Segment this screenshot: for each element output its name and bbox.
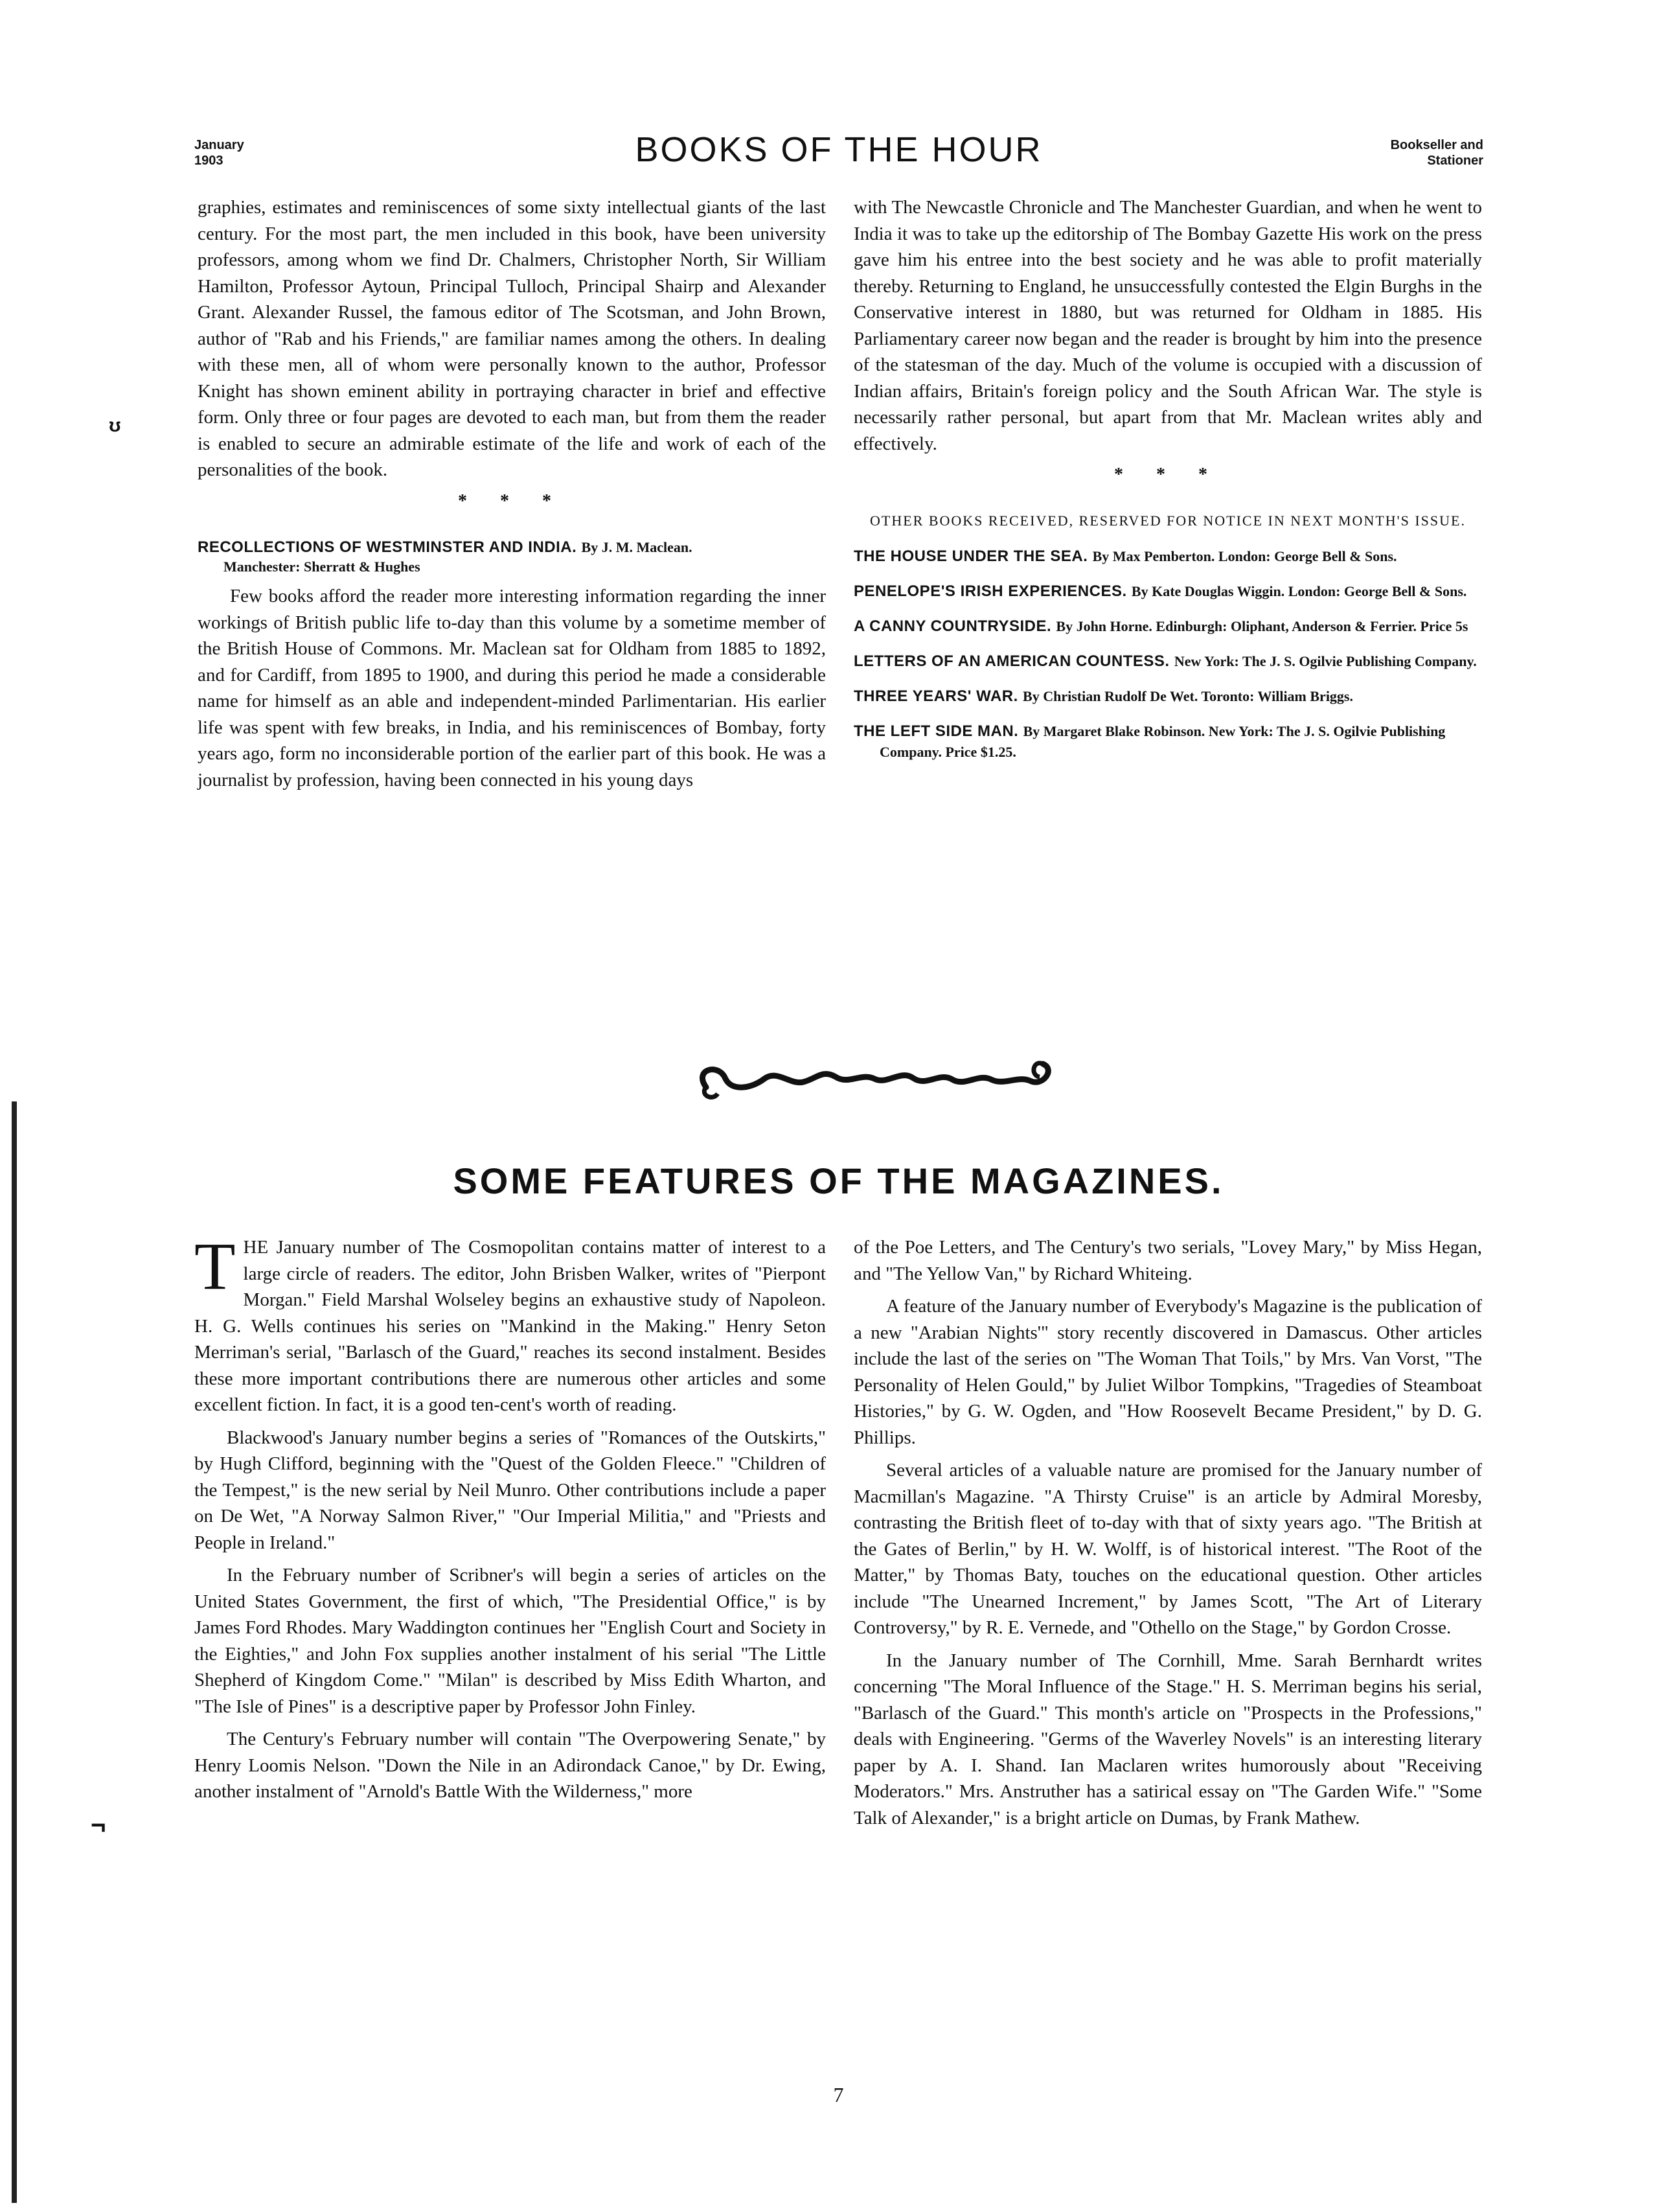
list-item	[854, 720, 1482, 762]
publication-line-1: Bookseller and	[1390, 138, 1483, 152]
cosmopolitan-paragraph	[194, 1229, 826, 1418]
books-received-list	[854, 546, 1482, 762]
blackwoods-paragraph: Blackwood's January number begins a series of "Romances of the Outskirts," by Hugh Clifford, beginning with the "Quest of the Golden Fleece." "Children of the Tempest," is the new serial by Neil Munro. Other contributions include a paper on De Wet, "A Norway Salmon River," "Our Imperial Militia," and "Priests and People in Ireland."	[194, 1427, 826, 1553]
review-author: By J. M. Maclean.	[581, 539, 692, 555]
section-divider-stars: * * *	[458, 490, 565, 511]
book-meta: By John Horne. Edinburgh: Oliphant, Anderson & Ferrier. Price 5s	[1056, 617, 1468, 634]
book-title: A CANNY COUNTRYSIDE.	[854, 617, 1052, 635]
cornhill-paragraph: In the January number of The Cornhill, Mme. Sarah Bernhardt writes concerning "The Moral Influence of the Stage." H. S. Merriman begins his serial, "Barlasch of the Guard." This month's article on "Prospects in the Professions," deals with Engineering. "Germs of the Waverley Novels" is an interesting literary paper by A. I. Shand. Ian Maclaren writes humorously about "Receiving Moderators." Mrs. Anstruther has a satirical essay on "The Garden Wife." "Some Talk of Alexander," is a bright article on Dumas, by Frank Mathew.	[854, 1650, 1482, 1828]
list-item	[854, 581, 1482, 601]
book-title: PENELOPE'S IRISH EXPERIENCES.	[854, 582, 1127, 600]
knight-review-continued: graphies, estimates and reminiscences of some sixty intellectual giants of the last century. For the most part, the men included in this book, have been university professors, among whom we find Dr. Chalmers, Christopher North, Sir William Hamilton, Professor Aytoun, Principal Tulloch, Principal Shairp and Alexander Grant. Alexander Russel, the famous editor of The Scotsman, and John Brown, author of "Rab and his Friends," are familiar names among the others. In dealing with these men, all of whom were personally known to the author, Professor Knight has shown eminent ability in portraying character in brief and effective form. Only three or four pages are devoted to each man, but from them the reader is enabled to secure an admirable estimate of the life and work of each of the personalities of the book.	[198, 197, 826, 480]
books-received-heading: OTHER BOOKS RECEIVED, RESERVED FOR NOTICE IN NEXT MONTH'S ISSUE.	[870, 512, 1466, 529]
section-title: SOME FEATURES OF THE MAGAZINES.	[453, 1160, 1224, 1201]
macmillans-paragraph: Several articles of a valuable nature are promised for the January number of Macmillan's Magazine. "A Thirsty Cruise" is an article by Admiral Moresby, contrasting the British fleet of to-day with that of sixty years ago. "The British at the Gates of Berlin," by H. W. Wolff, is of historical interest. "The Root of the Matter," by Thomas Baty, touches on the educational question. Other articles include "The Unearned Increment," by James Scott, "The Art of Literary Controversy," by R. E. Vernede, and "Othello on the Stage," by Gordon Crosse.	[854, 1460, 1482, 1638]
issue-year: 1903	[194, 154, 223, 168]
margin-arrow-icon: ¬	[91, 1811, 106, 1839]
publication-line-2: Stationer	[1427, 154, 1483, 168]
review-heading	[198, 536, 826, 577]
maclean-review-body: Few books afford the reader more interesting information regarding the inner workings of British public life to-day than this volume by a sometime member of the British House of Commons. Mr. Maclean sat for Oldham from 1885 to 1892, and for Cardiff, from 1895 to 1900, and during this period he made a considerable name for himself as an able and independent-minded Parlimentarian. His earlier life was spent with few breaks, in India, and his reminiscences of Bombay, forty years ago, form no inconsiderable portion of the earlier part of this book. He was a journalist by profession, having been connected in his young days	[198, 586, 826, 790]
bottom-right-column	[854, 1234, 1482, 1831]
page-number: 7	[833, 2083, 844, 2106]
scribners-paragraph: In the February number of Scribner's will begin a series of articles on the United States Government, the first of which, "The Presidential Office," is by James Ford Rhodes. Mary Waddington continues her "English Court and Society in the Eighties," and John Fox supplies another instalment of his serial "The Little Shepherd of Kingdom Come." "Milan" is described by Miss Edith Wharton, and "The Isle of Pines" is a descriptive paper by Professor John Finley.	[194, 1565, 826, 1717]
review-book-title: RECOLLECTIONS OF WESTMINSTER AND INDIA.	[198, 538, 577, 556]
maclean-review-continued: with The Newcastle Chronicle and The Manchester Guardian, and when he went to India it was to take up the editorship of The Bombay Gazette His work on the press gave him his entree into the best society and he was able to profit materially thereby. Returning to England, he unsuccessfully contested the Elgin Burghs in the Conservative interest in 1880, but was returned for Oldham in 1885. His Parliamentary career now began and the reader is brought by him into the presence of the statesman of the day. Much of the volume is occupied with a discussion of Indian affairs, Britain's foreign policy and the South African War. The style is necessarily rather personal, but apart from that Mr. Maclean writes ably and effectively.	[854, 197, 1482, 454]
list-item	[854, 546, 1482, 566]
century-paragraph: The Century's February number will contain "The Overpowering Senate," by Henry Loomis Nelson. "Down the Nile in an Adirondack Canoe," by Dr. Ewing, another instalment of "Arnold's Battle With the Wilderness," more	[194, 1729, 826, 1802]
list-item	[854, 616, 1482, 636]
book-meta: By Kate Douglas Wiggin. London: George Bell & Sons.	[1131, 582, 1467, 599]
publication-name	[1391, 137, 1483, 168]
everybodys-paragraph: A feature of the January number of Everybody's Magazine is the publication of a new "Arabian Nights'" story recently discovered in Damascus. Other articles include the last of the series on "The Woman That Toils," by Mrs. Van Vorst, "The Personality of Helen Gould," by Juliet Wilbor Tompkins, "Tragedies of Steamboat Histories," by G. W. Ogden, and "How Roosevelt Became President," by D. G. Phillips.	[854, 1296, 1482, 1448]
drop-cap: T	[194, 1229, 236, 1304]
running-title: BOOKS OF THE HOUR	[635, 130, 1043, 169]
top-right-column	[854, 194, 1482, 776]
book-meta: By Margaret Blake Robinson. New York: The J. S. Ogilvie Publishing Company. Price $1.25.	[880, 722, 1446, 760]
bottom-left-column	[194, 1229, 826, 1805]
list-item	[854, 651, 1482, 671]
section-divider-stars-right: * * *	[1114, 465, 1222, 485]
cosmopolitan-text: HE January number of The Cosmopolitan contains matter of interest to a large circle of readers. The editor, John Brisben Walker, writes of "Pierpont Morgan." Field Marshal Wolseley begins an exhaustive study of Napoleon. H. G. Wells continues his series on "Mankind in the Making." Henry Seton Merriman's serial, "Barlasch of the Guard," reaches its second instalment. Besides these more important contributions there are numerous other articles and some excellent fiction. In fact, it is a good ten-cent's worth of reading.	[194, 1237, 826, 1415]
scan-edge-line	[12, 1101, 17, 2203]
book-title: THE LEFT SIDE MAN.	[854, 722, 1019, 740]
page-header	[188, 123, 1490, 175]
book-title: THE HOUSE UNDER THE SEA.	[854, 547, 1088, 565]
book-meta: New York: The J. S. Ogilvie Publishing Company.	[1174, 652, 1477, 669]
book-title: LETTERS OF AN AMERICAN COUNTESS.	[854, 652, 1170, 670]
issue-month: January	[194, 138, 244, 152]
margin-mark-icon: ʊ	[109, 415, 121, 436]
book-meta: By Christian Rudolf De Wet. Toronto: William Briggs.	[1023, 687, 1353, 704]
book-title: THREE YEARS' WAR.	[854, 687, 1018, 705]
review-publisher: Manchester: Sherratt & Hughes	[223, 559, 420, 575]
list-item	[854, 685, 1482, 706]
top-left-column	[198, 194, 826, 793]
decorative-ornament	[680, 1050, 1069, 1108]
book-meta: By Max Pemberton. London: George Bell & Sons.	[1092, 547, 1397, 564]
century-continued-paragraph: of the Poe Letters, and The Century's two serials, "Lovey Mary," by Miss Hegan, and "The Yellow Van," by Richard Whiteing.	[854, 1237, 1482, 1284]
